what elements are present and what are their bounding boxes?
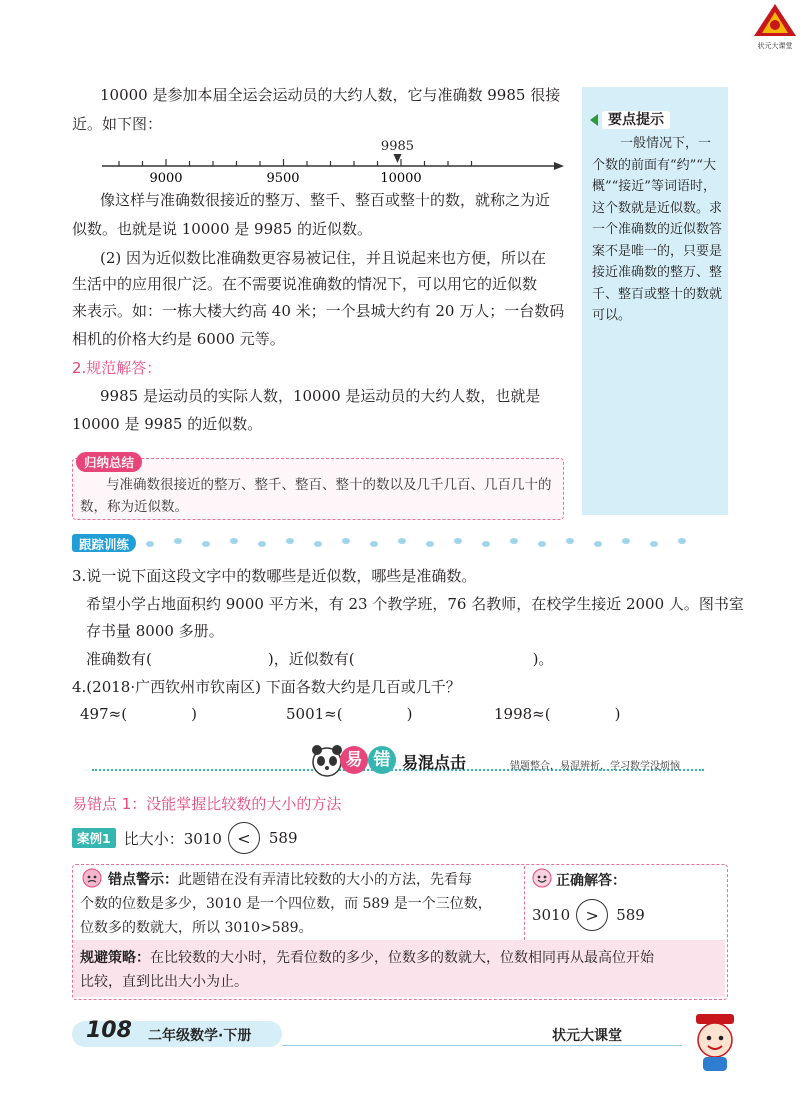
paragraph-1-line-1: 像这样与准确数很接近的整万、整千、整百或整十的数，就称之为近 — [100, 191, 551, 209]
answer-end: )。 — [532, 650, 554, 668]
paw-dot-icon — [482, 541, 490, 547]
question-4-title: 4.(2018·广西钦州市钦南区) 下面各数大约是几百或几千？ — [72, 678, 461, 696]
page-number: 108 — [86, 1018, 132, 1043]
logo-caption: 状元大课堂 — [757, 42, 793, 50]
example-label: 案例1 — [72, 828, 116, 848]
banner-title: 易混点击 — [402, 753, 467, 772]
q4-expr-2: 5001≈( — [286, 705, 343, 723]
warning-label: 错点警示： — [108, 872, 178, 888]
number-line-tick-10000: 10000 — [380, 171, 422, 186]
warning-line-1 — [108, 868, 472, 892]
example-text: 比大小：3010 — [123, 829, 222, 848]
paragraph-2-line-1: (2) 因为近似数比准确数更容易被记住，并且说起来也方便，所以在 — [100, 249, 547, 267]
summary-line-2: 数，称为近似数。 — [80, 499, 188, 515]
banner-subtitle: 错题整合，易混辨析，学习数学没烦恼 — [510, 761, 680, 772]
training-label — [72, 534, 136, 552]
paw-dot-icon — [342, 538, 350, 544]
paragraph-1-line-2: 似数。也就是说 10000 是 9985 的近似数。 — [72, 220, 372, 238]
paw-dot-icon — [650, 541, 658, 547]
paragraph-2-line-2: 生活中的应用很广泛。在不需要说准确数的情况下，可以用它的近似数 — [72, 275, 538, 293]
correct-left-number: 3010 — [532, 906, 571, 924]
paw-dot-icon — [454, 538, 462, 544]
paragraph-3-line-2: 10000 是 9985 的近似数。 — [72, 415, 263, 433]
q4-expr-3: 1998≈( — [494, 705, 551, 723]
question-3-answer-line — [86, 645, 553, 674]
q4-close-2: ) — [406, 705, 413, 723]
question-4-item-1 — [80, 700, 197, 729]
question-4-item-2 — [286, 700, 412, 729]
paw-dot-icon — [202, 541, 210, 547]
correct-label: 正确解答： — [556, 873, 626, 889]
number-line-tick-9500: 9500 — [266, 171, 300, 186]
avoid-line-2: 比较，直到比出大小为止。 — [80, 974, 248, 990]
number-line-marker-label: 9985 — [380, 139, 415, 154]
paw-dot-icon — [258, 541, 266, 547]
avoid-line-1 — [80, 946, 654, 970]
question-4-item-3 — [494, 700, 620, 729]
intro-line-2: 近。如下图： — [72, 115, 163, 133]
paw-dot-icon — [146, 541, 154, 547]
example-right-number: 589 — [268, 829, 298, 847]
number-line-marker-arrow-icon — [393, 154, 401, 163]
correct-right-number: 589 — [616, 906, 645, 924]
number-line-tick-9000: 9000 — [149, 171, 183, 186]
warning-line-2: 个数的位数是多少，3010 是一个四位数，而 589 是一个三位数， — [80, 896, 492, 912]
logo-emblem-icon — [752, 2, 798, 38]
tips-arrow-icon — [590, 114, 598, 126]
exact-label: 准确数有( — [86, 650, 152, 668]
example-compare-symbol: < — [228, 822, 260, 854]
avoid-label: 规避策略： — [80, 950, 150, 966]
footer-rule — [282, 1045, 682, 1046]
banner-char-2: 错 — [368, 746, 396, 774]
paw-dot-icon — [510, 538, 518, 544]
mistake-title: 易错点 1：没能掌握比较数的大小的方法 — [72, 795, 342, 813]
paw-dot-icon — [426, 541, 434, 547]
correct-answer-row — [532, 900, 645, 930]
paw-dot-icon — [370, 541, 378, 547]
question-3-text-line-1: 希望小学占地面积约 9000 平方米，有 23 个教学班，76 名教师，在校学生接近 2000 人。图书室 — [86, 595, 744, 613]
section-2-title: 2.规范解答： — [72, 359, 162, 377]
paw-dot-icon — [286, 538, 294, 544]
paw-dot-icon — [314, 541, 322, 547]
q4-close-3: ) — [614, 705, 621, 723]
question-3-text-line-2: 存书量 8000 多册。 — [86, 622, 224, 640]
training-dots-icon — [146, 536, 706, 550]
paragraph-3-line-1: 9985 是运动员的实际人数，10000 是运动员的大约人数，也就是 — [100, 387, 541, 405]
panda-mascot-icon — [310, 744, 344, 778]
correct-mascot-icon — [530, 866, 554, 888]
correct-compare-symbol: > — [576, 899, 608, 931]
paw-dot-icon — [594, 541, 602, 547]
q4-close-1: ) — [191, 705, 197, 723]
paw-dot-icon — [398, 538, 406, 544]
example-row — [72, 823, 298, 853]
number-line — [98, 136, 568, 186]
tips-text: 一般情况下，一个数的前面有“约”“大概”“接近”等词语时，这个数就是近似数。求一个准确数的近似数答案不是唯一的，只要是接近准确数的整万、整千、整百或整十的数就可以。 — [592, 136, 723, 323]
training-label-text: 跟踪训练 — [79, 537, 130, 552]
warning-mascot-icon — [80, 866, 104, 888]
tips-title: 要点提示 — [602, 111, 670, 129]
approx-label: )，近似数有( — [267, 650, 355, 668]
footer-brand: 状元大课堂 — [552, 1028, 622, 1044]
mascot-character-icon — [686, 1010, 744, 1072]
summary-label-text: 归纳总结 — [84, 455, 135, 470]
paw-dot-icon — [566, 538, 574, 544]
paragraph-2-line-4: 相机的价格大约是 6000 元等。 — [72, 330, 285, 348]
paw-dot-icon — [230, 538, 238, 544]
banner-char-1: 易 — [340, 746, 368, 774]
paw-dot-icon — [538, 541, 546, 547]
paw-dot-icon — [622, 538, 630, 544]
book-title: 二年级数学·下册 — [148, 1028, 252, 1044]
warning-line-3: 位数多的数就大，所以 3010>589。 — [80, 920, 313, 936]
tips-header — [590, 109, 686, 133]
paw-dot-icon — [174, 538, 182, 544]
intro-line-1: 10000 是参加本届全运会运动员的大约人数，它与准确数 9985 很接 — [100, 86, 561, 104]
q4-expr-1: 497≈( — [80, 705, 128, 723]
publisher-logo — [752, 2, 798, 48]
warning-text-1: 此题错在没有弄清比较数的大小的方法，先看每 — [178, 872, 472, 888]
paw-dot-icon — [678, 538, 686, 544]
question-3-title: 3.说一说下面这段文字中的数哪些是近似数，哪些是准确数。 — [72, 567, 477, 585]
summary-label — [76, 452, 142, 472]
summary-line-1: 与准确数很接近的整万、整千、整百、整十的数以及几千几百、几百几十的 — [106, 477, 552, 493]
avoid-text-1: 在比较数的大小时，先看位数的多少，位数多的数就大，位数相同再从最高位开始 — [150, 950, 654, 966]
paragraph-2-line-3: 来表示。如：一栋大楼大约高 40 米；一个县城大约有 20 万人；一台数码 — [72, 302, 565, 320]
error-box-divider — [524, 866, 525, 940]
